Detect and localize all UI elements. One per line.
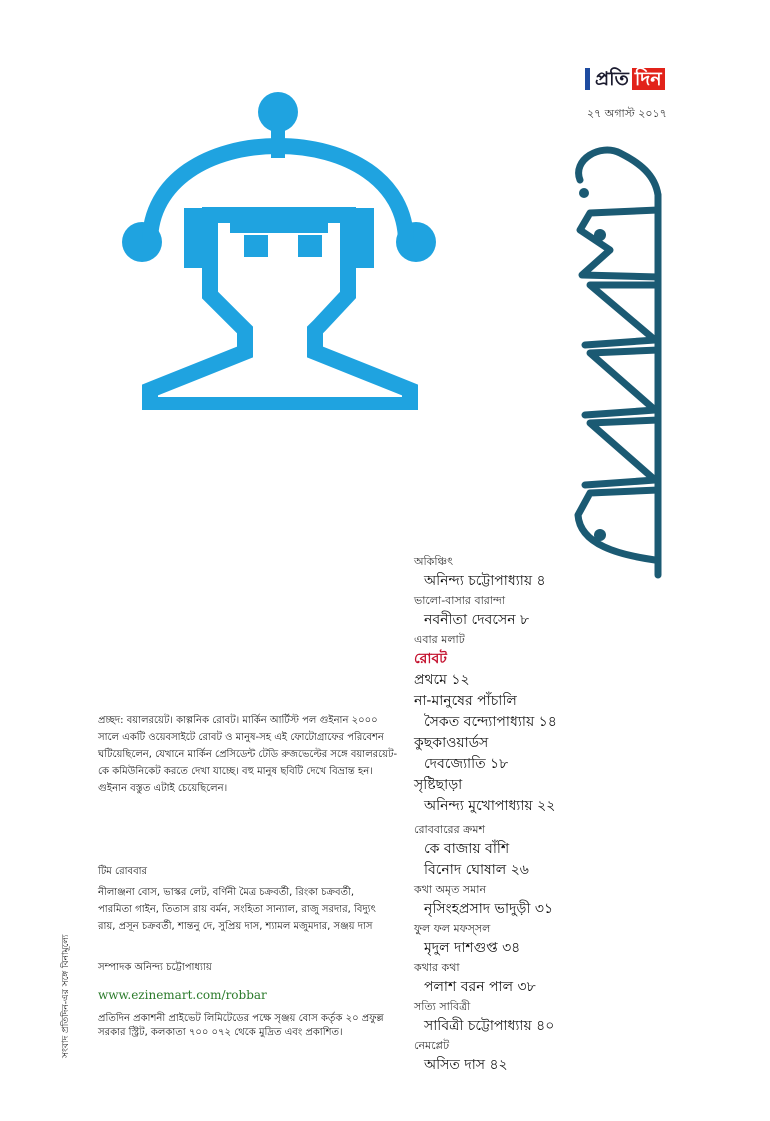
masthead-title: [560, 135, 670, 589]
toc-cover-story: রোবট: [414, 651, 447, 667]
toc-item: প্রথমে ১২: [414, 672, 470, 688]
masthead-lettering: [560, 135, 670, 585]
cover-caption: প্রচ্ছদ: বয়ালরয়েট। কাল্পনিক রোবট। মার্কিন আর্টিস্ট পল গুইনান ২০০০ সালে একটি ওয়েবসাইটে রোবট ও মানুষ-সহ এই ফোটোগ্রাফের পরিবেশন ঘটিয়েছিলেন, যেখানে মার্কিন প্রেসিডেন্ট টেডি রুজভেল্টের সঙ্গে বয়ালরয়েট-কে কমিউনিকেট করতে দেখা যাচ্ছে। বহু মানুষ ছবিটি দেখে বিভ্রান্ত হন। গুইনান বস্তুত এটাই চেয়েছিলেন।: [98, 715, 398, 794]
vertical-note: সংবাদ প্রতিদিন-এর সঙ্গে বিনামূল্যে: [61, 934, 71, 1058]
toc-item: অনিন্দ্য মুখোপাধ্যায় ২২: [424, 798, 556, 814]
logo-stripe: [585, 68, 590, 90]
toc-item: বিনোদ ঘোষাল ২৬: [424, 862, 529, 878]
toc-item: নবনীতা দেবসেন ৮: [424, 612, 530, 628]
toc-section: সত্যি সাবিত্রী: [414, 1000, 471, 1013]
toc-section: এবার মলাট: [414, 633, 465, 646]
toc-item: পলাশ বরন পাল ৩৮: [424, 979, 536, 995]
newspaper-logo: [585, 68, 665, 90]
table-of-contents: [414, 553, 674, 1076]
team-members: নীলাঞ্জনা বোস, ভাস্কর লেট, বর্ণিনী মৈত্র চক্রবর্তী, রিংকা চক্রবর্তী, পারমিতা গাইন, তিতাস রায় বর্মন, সংহিতা সান্যাল, রাজু সরদার, বিদ্যুৎ রায়, প্রসূন চক্রবর্তী, শান্তনু দে, সুপ্রিয় দাস, শ্যামল মজুমদার, সঞ্জয় দাস: [98, 887, 376, 932]
robot-head-icon: [120, 90, 440, 410]
cover-robot-illustration: [120, 90, 440, 414]
toc-item: অসিত দাস ৪২: [424, 1057, 508, 1073]
toc-item: সৃষ্টিছাড়া: [414, 777, 463, 793]
publisher-imprint: প্রতিদিন প্রকাশনী প্রাইভেট লিমিটেডের পক্ষে সৃঞ্জয় বোস কর্তৃক ২০ প্রফুল্ল সরকার স্ট্রিট, কলকাতা ৭০০ ০৭২ থেকে মুদ্রিত এবং প্রকাশিত।: [98, 1013, 384, 1038]
toc-item: কে বাজায় বাঁশি: [424, 841, 510, 857]
team-heading: টিম রোববার: [98, 866, 148, 877]
toc-item: মৃদুল দাশগুপ্ত ৩৪: [424, 940, 521, 956]
website-link[interactable]: www.ezinemart.com/robbar: [98, 988, 267, 1002]
toc-section: অকিঞ্চিৎ: [414, 555, 454, 568]
toc-item: সৈকত বন্দ্যোপাধ্যায় ১৪: [424, 714, 557, 730]
toc-section: ভালো-বাসার বারান্দা: [414, 594, 506, 607]
toc-section: রোববারের ক্রমশ: [414, 823, 485, 836]
toc-item: অনিন্দ্য চট্টোপাধ্যায় ৪: [424, 573, 546, 589]
toc-item: না-মানুষের পাঁচালি: [414, 693, 517, 709]
toc-item: নৃসিংহপ্রসাদ ভাদুড়ী ৩১: [424, 901, 554, 917]
issue-date: ২৭ অগাস্ট ২০১৭: [587, 107, 667, 120]
logo-text-part1: প্রতি: [592, 68, 632, 90]
toc-section: কথা অমৃত সমান: [414, 883, 487, 896]
toc-item: সাবিত্রী চট্টোপাধ্যায় ৪০: [424, 1018, 555, 1034]
toc-section: কথার কথা: [414, 961, 460, 974]
toc-section: ফুল ফল মফস্সল: [414, 922, 491, 935]
toc-item: কুছকাওয়ার্ডস: [414, 735, 489, 751]
toc-item: দেবজ্যোতি ১৮: [424, 756, 509, 772]
editor-credit: সম্পাদক অনিন্দ্য চট্টোপাধ্যায়: [98, 962, 212, 973]
toc-section: নেমপ্লেট: [414, 1039, 450, 1052]
logo-text-part2: দিন: [632, 68, 665, 90]
